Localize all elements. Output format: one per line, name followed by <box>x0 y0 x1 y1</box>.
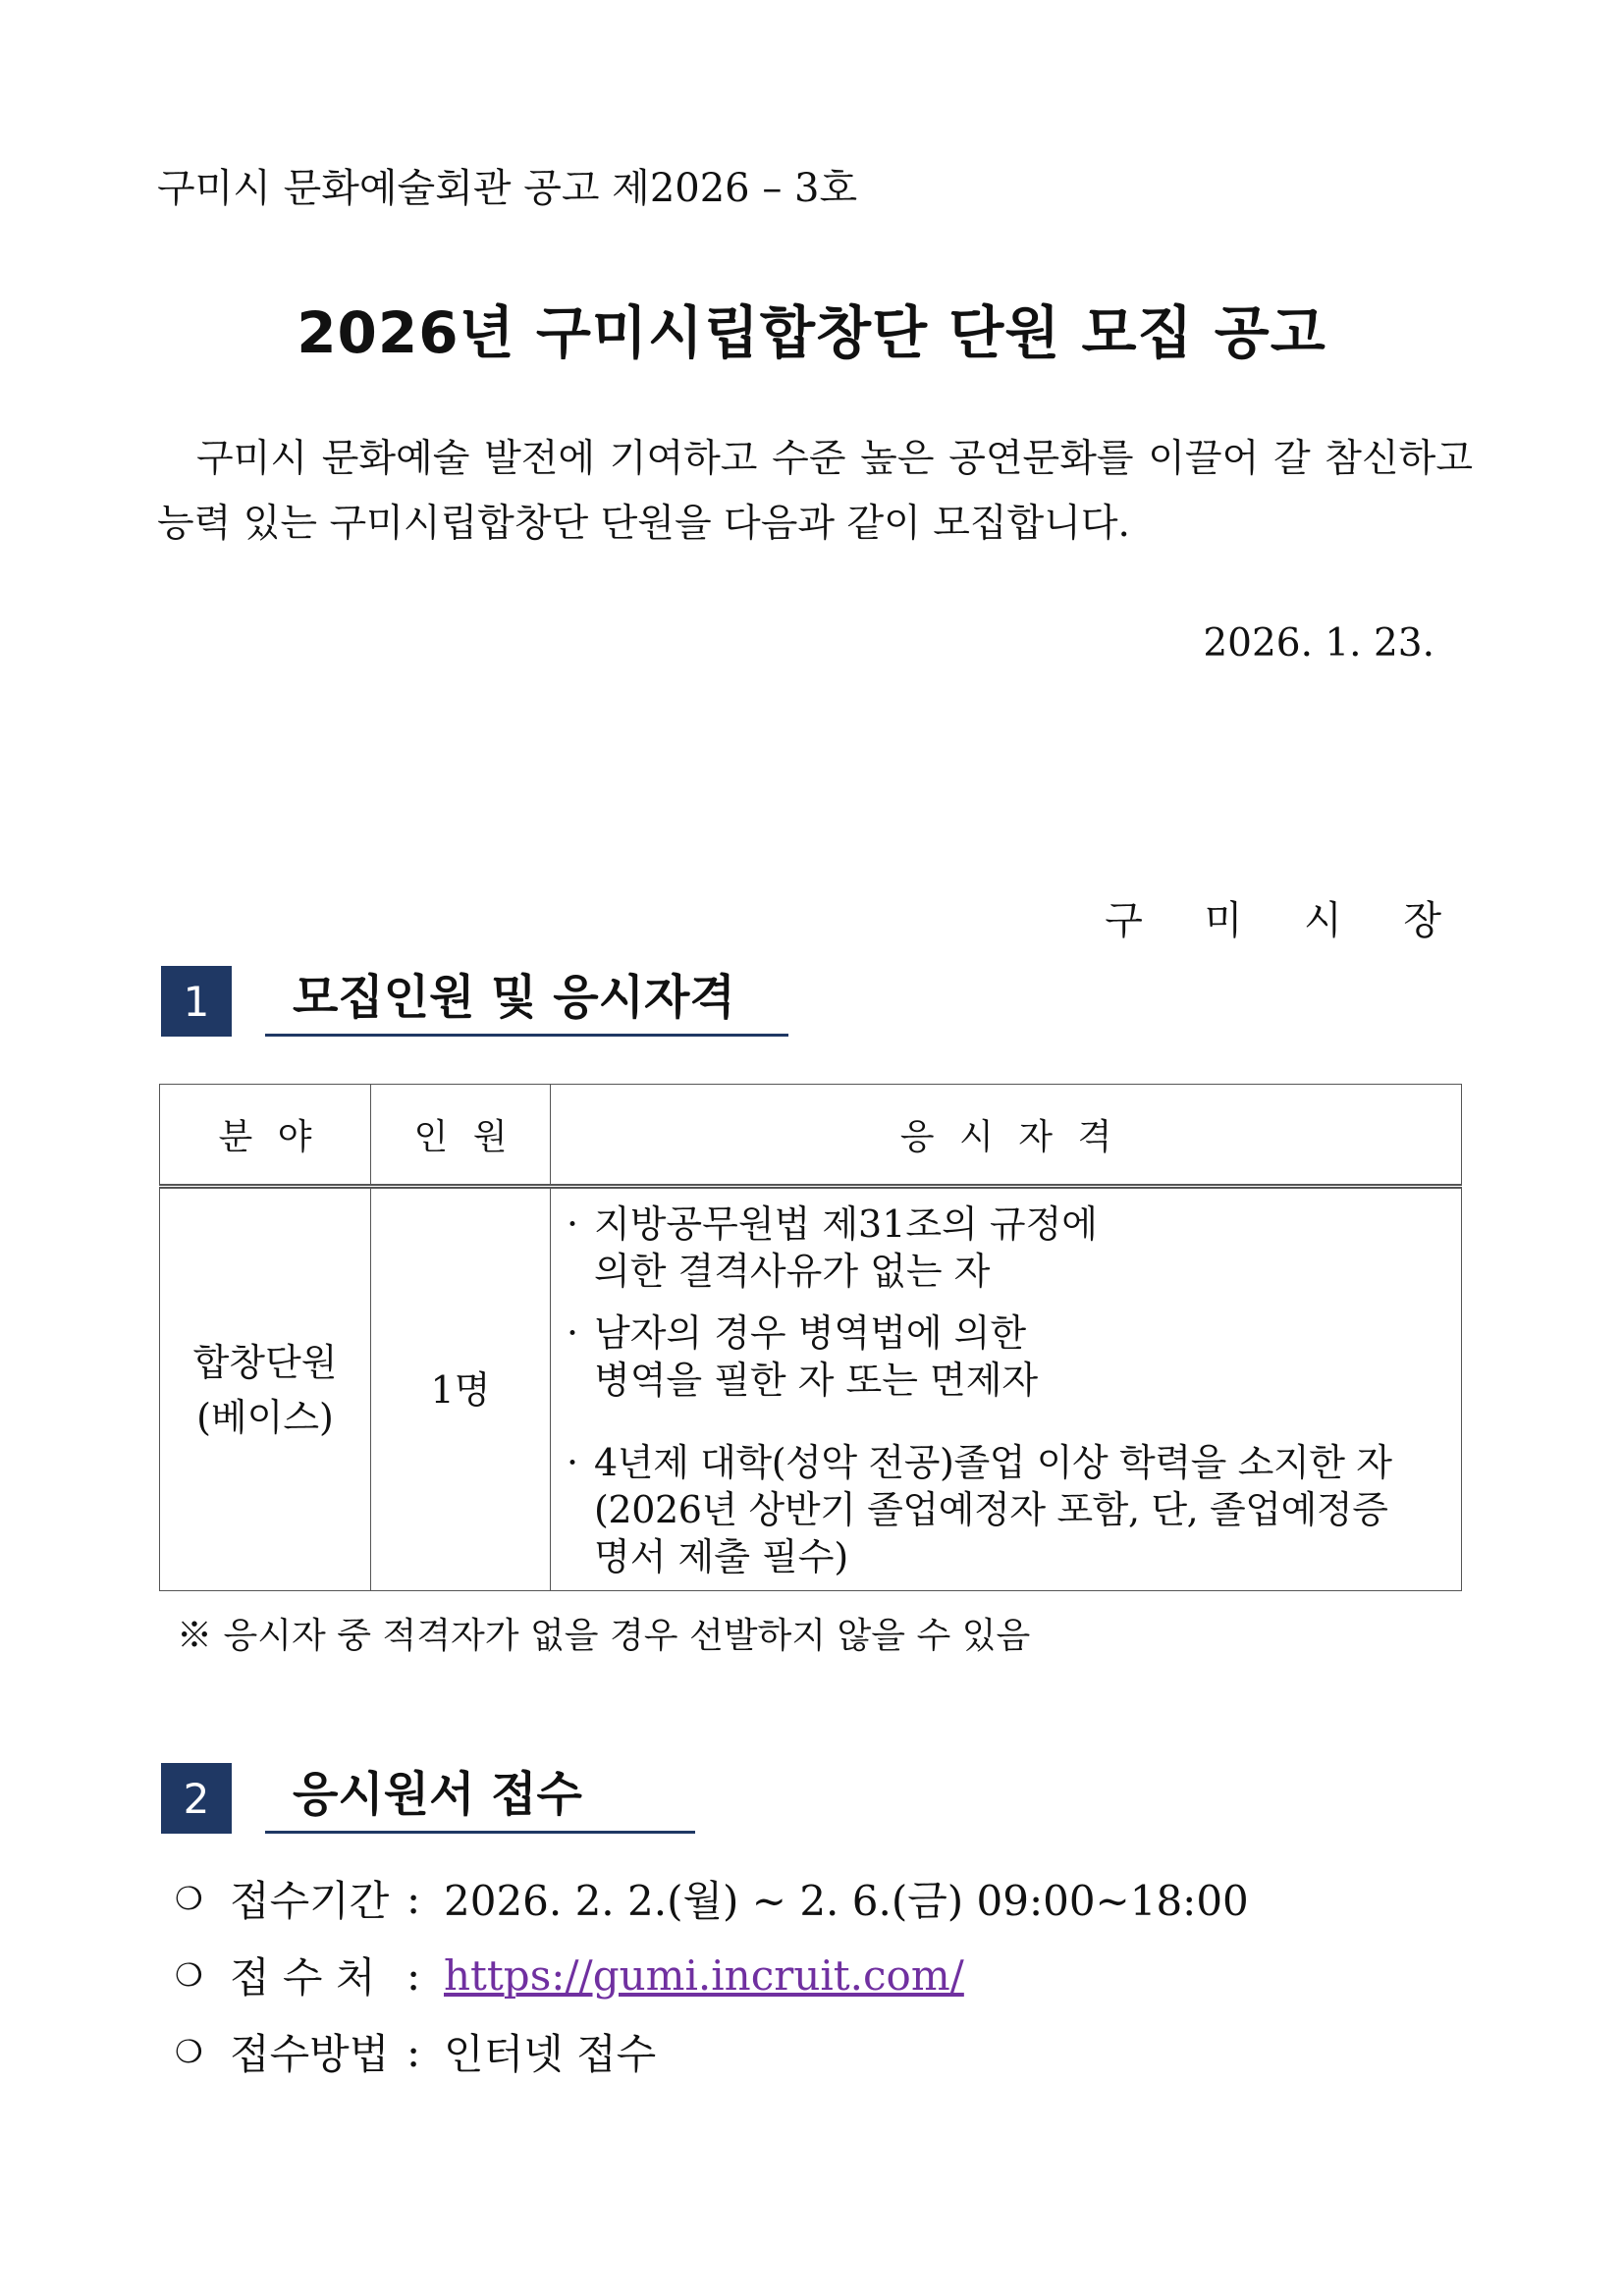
qualification-line: 병역을 필한 자 또는 면제자 <box>594 1359 1039 1402</box>
application-period-value: 2026. 2. 2.(월) ~ 2. 6.(금) 09:00~18:00 <box>444 1877 1249 1925</box>
header-qualifications: 응 시 자 격 <box>551 1085 1462 1187</box>
cell-count: 1명 <box>371 1187 551 1591</box>
circle-bullet-icon: ❍ <box>175 1956 203 1994</box>
circle-bullet-icon: ❍ <box>175 1880 203 1917</box>
recruitment-table <box>159 1084 1462 1591</box>
section-2-number: 2 <box>161 1763 232 1834</box>
circle-bullet-icon: ❍ <box>175 2033 203 2070</box>
qualification-item: · 남자의 경우 병역법에 의한 병역을 필한 자 또는 면제자 <box>565 1309 1461 1404</box>
announcement-date: 2026. 1. 23. <box>1203 621 1434 666</box>
notice-number: 구미시 문화예술회관 공고 제2026 – 3호 <box>157 166 858 211</box>
page-title: 2026년 구미시립합창단 단원 모집 공고 <box>297 299 1326 366</box>
application-site-link[interactable]: https://gumi.incruit.com/ <box>444 1950 964 2000</box>
issuer-name: 구 미 시 장 <box>1105 898 1441 943</box>
section-2-title: 응시원서 접수 <box>265 1764 695 1834</box>
section-1-header <box>161 966 788 1037</box>
qualification-line: 의한 결격사유가 없는 자 <box>594 1250 991 1293</box>
cell-field <box>160 1187 371 1591</box>
qualification-line: 지방공무원법 제31조의 규정에 <box>594 1202 1099 1246</box>
intro-paragraph: 구미시 문화예술 발전에 기여하고 수준 높은 공연문화를 이끌어 갈 참신하고 능력 있는 구미시립합창단 단원을 다음과 같이 모집합니다. <box>157 437 1473 546</box>
qualification-item: · 4년제 대학(성악 전공)졸업 이상 학력을 소지한 자 (2026년 상반기 졸업예정자 포함, 단, 졸업예정증 명서 제출 필수) <box>565 1439 1461 1580</box>
table-header-row <box>160 1085 1462 1187</box>
application-site-row: ❍ 접 수 처 : https://gumi.incruit.com/ <box>175 1946 964 2004</box>
field-name: 합창단원 <box>192 1340 338 1384</box>
header-count: 인 원 <box>371 1085 551 1187</box>
qualification-line: (2026년 상반기 졸업예정자 포함, 단, 졸업예정증 <box>594 1488 1388 1531</box>
cell-qualifications <box>551 1187 1462 1591</box>
application-site-label: 접 수 처 <box>230 1953 376 2002</box>
application-period-label: 접수기간 <box>230 1877 390 1925</box>
section-1-number: 1 <box>161 966 232 1037</box>
table-row <box>160 1187 1462 1591</box>
header-field: 분 야 <box>160 1085 371 1187</box>
application-method-label: 접수방법 <box>230 2030 390 2078</box>
section-1-title: 모집인원 및 응시자격 <box>265 967 788 1037</box>
qualification-item: · 지방공무원법 제31조의 규정에 의한 결격사유가 없는 자 <box>565 1201 1461 1295</box>
field-part: (베이스) <box>196 1395 334 1439</box>
application-period-row: ❍ 접수기간 : 2026. 2. 2.(월) ~ 2. 6.(금) 09:00~18:00 <box>175 1869 1249 1928</box>
application-method-row: ❍ 접수방법 : 인터넷 접수 <box>175 2022 656 2081</box>
application-method-value: 인터넷 접수 <box>444 2030 657 2078</box>
qualification-line: 4년제 대학(성악 전공)졸업 이상 학력을 소지한 자 <box>594 1441 1392 1484</box>
qualification-line: 남자의 경우 병역법에 의한 <box>594 1311 1027 1355</box>
qualification-line: 명서 제출 필수) <box>594 1535 849 1578</box>
table-footnote: ※ 응시자 중 적격자가 없을 경우 선발하지 않을 수 있음 <box>177 1616 1031 1656</box>
section-2-header <box>161 1763 695 1834</box>
